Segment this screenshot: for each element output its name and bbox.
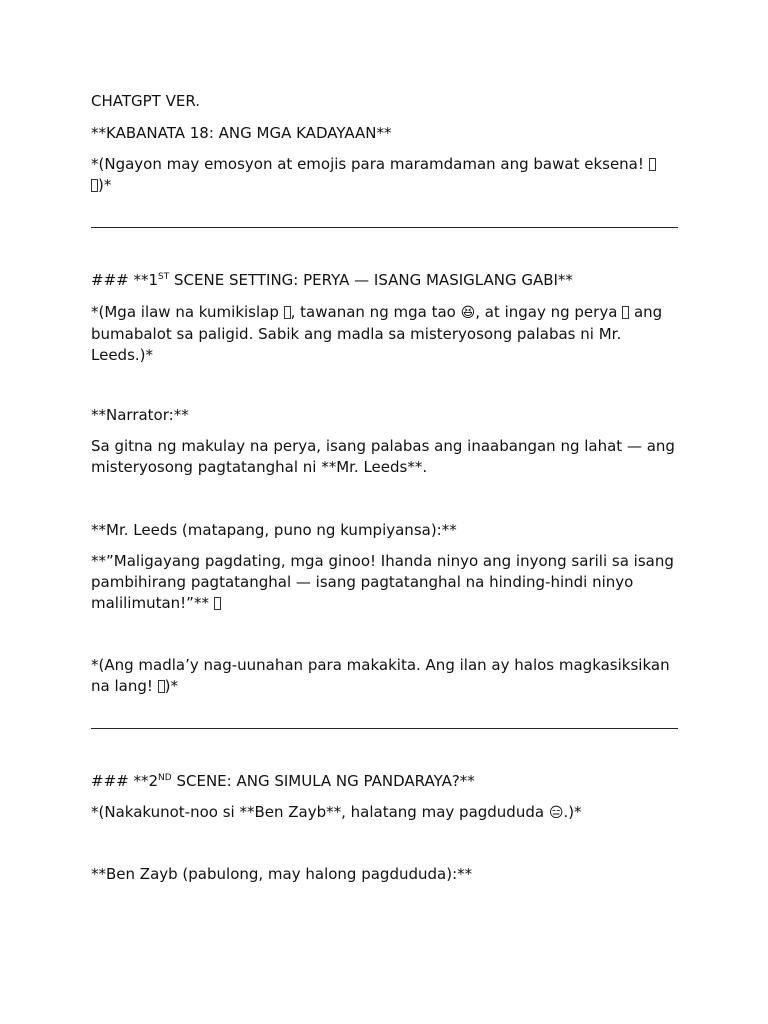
ben-zayb-label: **Ben Zayb (pabulong, may halong pagdududa):** <box>91 865 473 883</box>
laughing-emoji-icon: 😆 <box>460 305 476 321</box>
crowd-note <box>91 655 679 697</box>
intro-text: *(Ngayon may emosyon at emojis para maramdaman ang bawat eksena! <box>91 155 644 173</box>
scene2-heading-suffix: SCENE: ANG SIMULA NG PANDARAYA?** <box>171 772 475 790</box>
scene1-heading-prefix: ### **1 <box>91 271 159 289</box>
leeds-text: **”Maligayang pagdating, mga ginoo! Ihanda ninyo ang inyong sarili sa isang pambihirang pagtatanghal — isang pagtatanghal na hinding-hindi ninyo malilimutan!”** <box>91 552 674 612</box>
scene1-description <box>91 302 679 366</box>
expressionless-emoji-icon: 😑 <box>548 805 564 821</box>
scene2-ordinal: ND <box>158 773 172 783</box>
missing-glyph-icon <box>649 158 656 171</box>
narrator-text: Sa gitna ng makulay na perya, isang palabas ang inaabangan ng lahat — ang misteryosong pagtatanghal ni **Mr. Leeds**. <box>91 437 675 476</box>
narrator-label: **Narrator:** <box>91 406 189 424</box>
version-label: CHATGPT VER. <box>91 92 201 110</box>
horizontal-rule <box>91 227 678 228</box>
scene2-desc-b: .)* <box>563 803 582 821</box>
scene1-desc-a: *(Mga ilaw na kumikislap <box>91 303 284 321</box>
horizontal-rule <box>91 728 678 729</box>
missing-glyph-icon <box>158 680 165 693</box>
scene1-heading <box>91 270 679 291</box>
leeds-dialogue <box>91 551 679 614</box>
scene1-heading-suffix: SCENE SETTING: PERYA — ISANG MASIGLANG GABI** <box>169 271 573 289</box>
leeds-label: **Mr. Leeds (matapang, puno ng kumpiyansa):** <box>91 521 457 539</box>
crowd-end: )* <box>164 677 178 695</box>
missing-glyph-icon <box>284 306 291 319</box>
crowd-text: *(Ang madla’y nag-uunahan para makakita. Ang ilan ay halos magkasiksikan na lang! <box>91 656 670 695</box>
scene2-desc-a: *(Nakakunot-noo si **Ben Zayb**, halatang may pagdududa <box>91 803 549 821</box>
chapter-title: **KABANATA 18: ANG MGA KADAYAAN** <box>91 124 392 142</box>
scene2-heading <box>91 771 679 792</box>
scene2-description <box>91 802 679 824</box>
scene2-heading-prefix: ### **2 <box>91 772 159 790</box>
missing-glyph-icon <box>214 597 221 610</box>
intro-note <box>91 154 679 196</box>
intro-end: )* <box>98 176 112 194</box>
scene1-ordinal: ST <box>158 272 170 282</box>
scene1-desc-d: ang bumabalot sa paligid. Sabik ang madla sa misteryosong palabas ni Mr. Leeds.)* <box>91 303 663 364</box>
scene1-desc-b: , tawanan ng mga tao <box>290 303 461 321</box>
missing-glyph-icon <box>91 179 98 192</box>
scene1-desc-c: , at ingay ng perya <box>475 303 623 321</box>
